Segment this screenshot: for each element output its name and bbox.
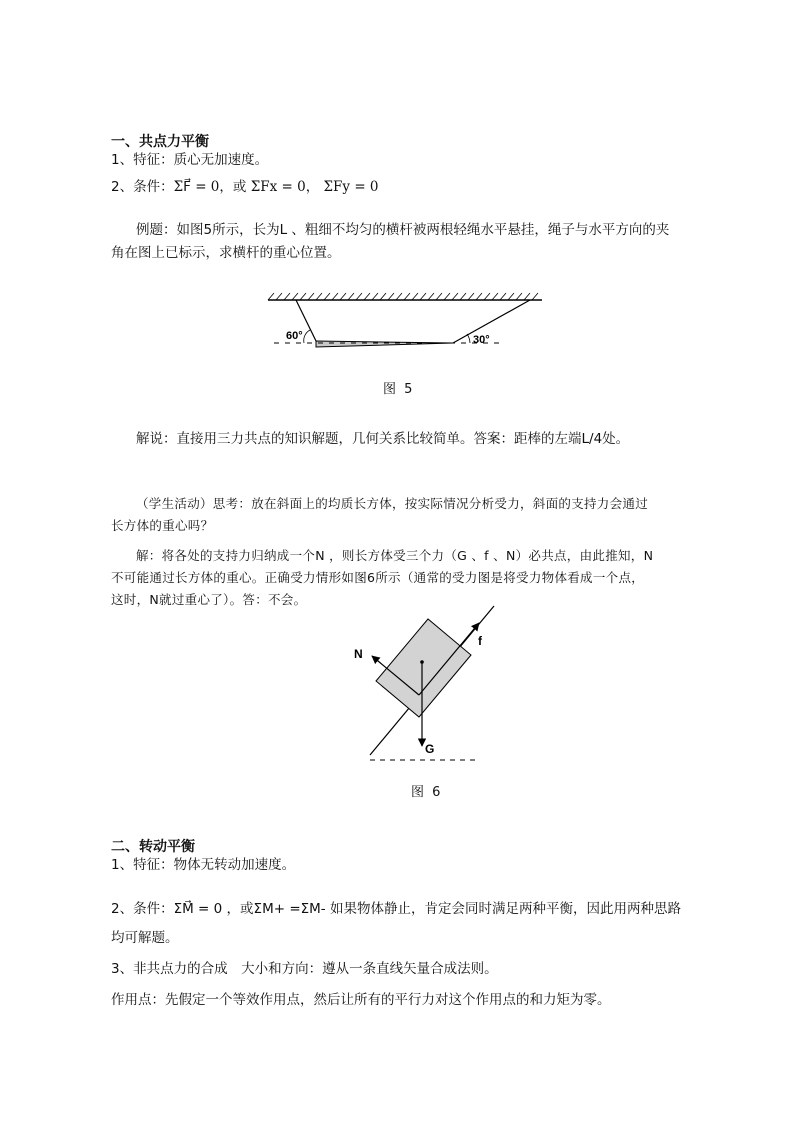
section2-heading: 二、转动平衡 [111,839,195,855]
section1-feature: 1、特征：质心无加速度。 [111,152,269,168]
label-N: N [354,647,363,661]
condition-comma: ， [305,179,320,195]
angle-right-label: 30° [473,334,490,346]
right-rope [453,300,530,343]
condition-prefix: 2、条件： [111,179,174,195]
condition-eq3: ΣFy = 0 [323,179,379,195]
figure-6-caption: 图 6 [411,785,443,800]
label-f: f [478,634,482,648]
answer-line-2: 不可能通过长方体的重心。正确受力情形如图6所示（通常的受力图是将受力物体看成一个点， [111,570,645,585]
left-angle-arc [304,330,310,343]
label-G: G [425,742,435,756]
condition-or: ，或 [219,179,247,195]
activity-line-1: （学生活动）思考：放在斜面上的均质长方体，按实际情况分析受力，斜面的支持力会通过 [136,496,649,511]
example-line-2: 角在图上已标示，求横杆的重心位置。 [111,245,341,261]
answer-line-3: 这时，N就过重心了）。答：不会。 [111,592,307,607]
ceiling-hatch [268,293,538,300]
example-line-1: 例题：如图5所示，长为L 、粗细不均匀的横杆被两根轻绳水平悬挂，绳子与水平方向的夹 [136,222,670,238]
solution-text: 解说：直接用三力共点的知识解题，几何关系比较简单。答案：距棒的左端L/4处。 [136,431,630,447]
figure-5-diagram [260,288,550,360]
section1-heading: 一、共点力平衡 [111,134,209,150]
right-angle-arc [467,334,470,343]
section2-condition-line-2: 均可解题。 [111,930,179,946]
condition-eq2: ΣFx = 0 [250,179,306,195]
section1-condition [111,178,379,196]
tapered-bar [316,341,453,347]
condition-eq1: ΣF⃗ = 0 [173,179,220,195]
answer-line-1: 解：将各处的支持力归纳成一个N ，则长方体受三个力（G 、f 、N）必共点，由此推知，N [136,548,654,563]
rectangular-block [376,619,471,717]
section2-item-3-cont: 作用点：先假定一个等效作用点，然后让所有的平行力对这个作用点的和力矩为零。 [111,992,611,1008]
section2-condition-line-1: 2、条件：ΣM⃗ = 0 ，或ΣM+ =ΣM- 如果物体静止，肯定会同时满足两种平衡，因此用两种思路 [111,901,681,917]
section2-feature: 1、特征：物体无转动加速度。 [111,857,296,873]
activity-line-2: 长方体的重心吗？ [111,518,214,533]
section2-item-3: 3、非共点力的合成 大小和方向：遵从一条直线矢量合成法则。 [111,961,498,977]
figure-5-caption: 图 5 [383,382,415,397]
angle-left-label: 60° [286,330,303,342]
figure-6-diagram [340,603,510,768]
